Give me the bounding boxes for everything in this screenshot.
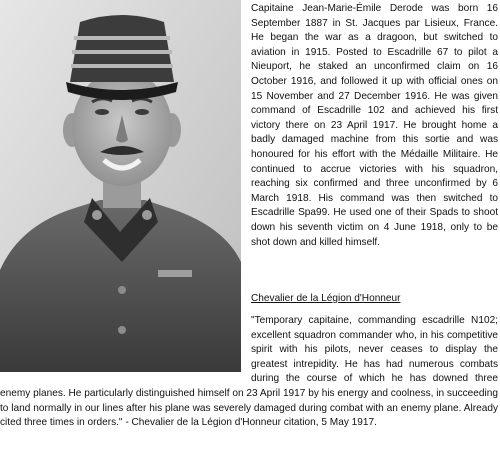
citation-wrap-spacer [0,0,251,374]
award-citation-text: "Temporary capitaine, commanding escadrille N102; excellent squadron commander who, in his competitive spirit with his pilots, never ceases to display the greatest intrepidity. He has had numerous combats during the course of which he has downed three enemy planes. He particularly distinguished himself on 23 April 1917 by his energy and coolness, in succeeding to land normally in our lines after his plane was severely damaged during combat with an enemy plane. Already cited three times in orders." - Chevalier de la Légion d'Honneur citation, 5 May 1917. [0,315,498,429]
biography-text: Capitaine Jean-Marie-Émile Derode was born 16 September 1887 in St. Jacques par Lisieux, France. He began the war as a dragoon, but switched to aviation in 1915. Posted to Escadrille 67 to pilot a Nieuport, he staked an unconfirmed claim on 16 October 1916, and followed it up with official ones on 15 November and 27 December 1916. He was given command of Escadrille 102 and achieved his first victory there on 23 April 1917. He brought home a badly damaged machine from this sortie and was honoured for his effort with the Médaille Militaire. He continued to accrue victories with his squadron, reaching six confirmed and three unconfirmed by 6 March 1918. His command was then switched to Escadrille Spa99. He used one of their Spads to shoot down his seventh victim on 4 June 1918, only to be shot down and killed himself. [251,3,498,248]
award-heading: Chevalier de la Légion d'Honneur [251,293,401,304]
